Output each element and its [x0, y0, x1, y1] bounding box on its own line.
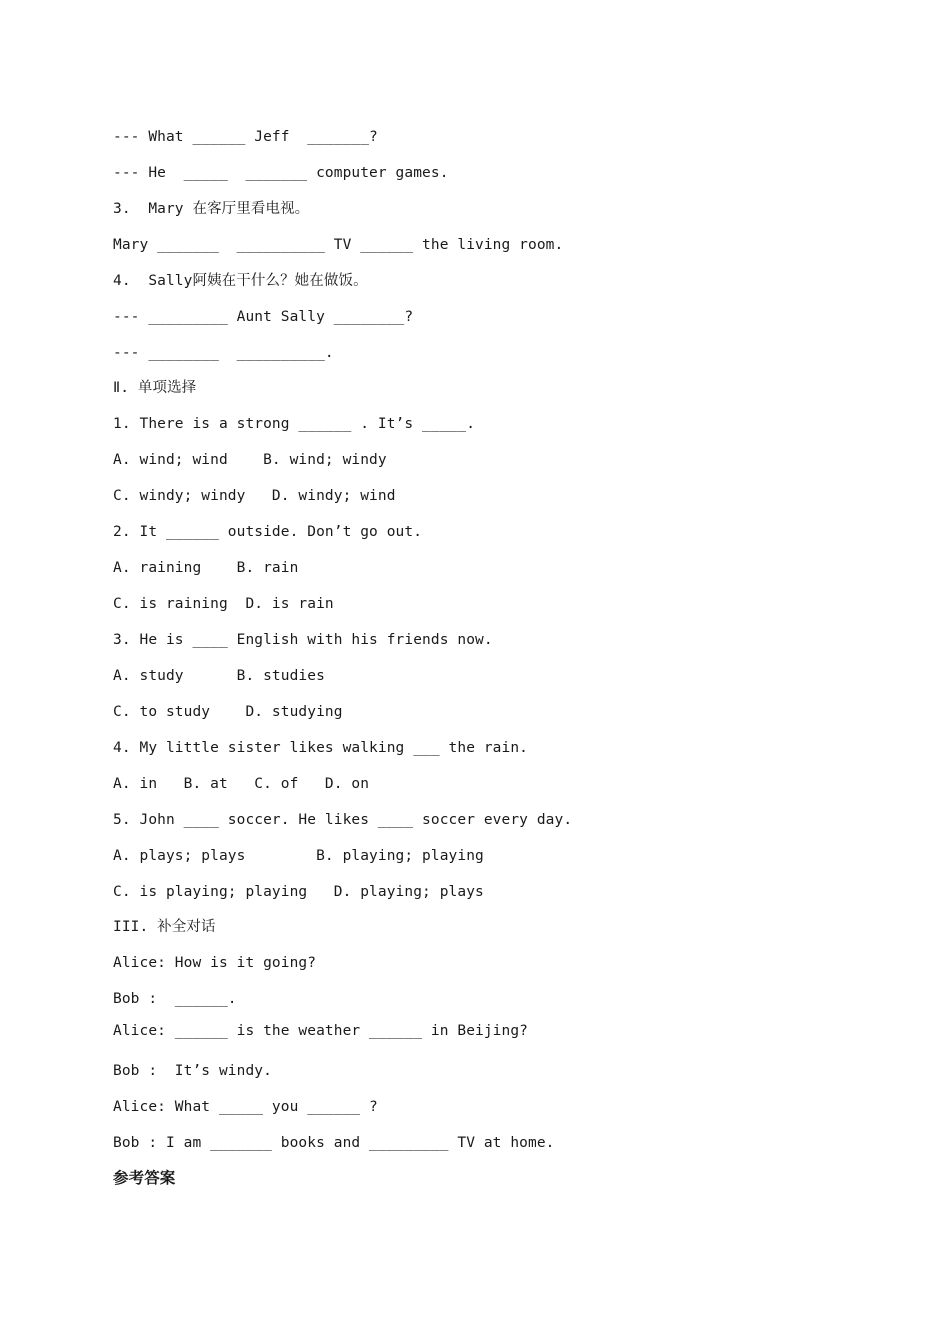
- dialogue-line: Alice: How is it going?: [113, 955, 317, 971]
- section-heading: Ⅱ. 单项选择: [113, 380, 197, 396]
- dialogue-line: Alice: What _____ you ______ ?: [113, 1099, 378, 1115]
- exercise-line: Mary _______ __________ TV ______ the living room.: [113, 237, 564, 253]
- option-line: A. in B. at C. of D. on: [113, 776, 370, 792]
- option-line: C. is playing; playing D. playing; plays: [113, 884, 484, 900]
- answer-key-heading: 参考答案: [113, 1169, 176, 1187]
- option-line: C. windy; windy D. windy; wind: [113, 488, 396, 504]
- dialogue-line: Bob : ______.: [113, 991, 237, 1007]
- exercise-line: 3. Mary 在客厅里看电视。: [113, 201, 310, 217]
- option-line: A. wind; wind B. wind; windy: [113, 452, 387, 468]
- exercise-line: --- What ______ Jeff _______?: [113, 129, 378, 145]
- exercise-line: --- _________ Aunt Sally ________?: [113, 309, 414, 325]
- dialogue-line: Bob : It’s windy.: [113, 1063, 272, 1079]
- question-line: 1. There is a strong ______ . It’s _____.: [113, 416, 476, 432]
- dialogue-line: Alice: ______ is the weather ______ in Beijing?: [113, 1023, 528, 1039]
- exercise-line: --- ________ __________.: [113, 345, 334, 361]
- option-line: A. raining B. rain: [113, 560, 299, 576]
- question-line: 2. It ______ outside. Don’t go out.: [113, 524, 423, 540]
- option-line: C. to study D. studying: [113, 704, 343, 720]
- option-line: A. plays; plays B. playing; playing: [113, 848, 484, 864]
- option-line: C. is raining D. is rain: [113, 596, 334, 612]
- section-heading: III. 补全对话: [113, 919, 216, 935]
- dialogue-line: Bob : I am _______ books and _________ TV at home.: [113, 1135, 555, 1151]
- exercise-line: 4. Sally阿姨在干什么？她在做饭。: [113, 273, 368, 289]
- question-line: 4. My little sister likes walking ___ the rain.: [113, 740, 528, 756]
- option-line: A. study B. studies: [113, 668, 325, 684]
- exercise-line: --- He _____ _______ computer games.: [113, 165, 449, 181]
- question-line: 5. John ____ soccer. He likes ____ soccer every day.: [113, 812, 573, 828]
- question-line: 3. He is ____ English with his friends now.: [113, 632, 493, 648]
